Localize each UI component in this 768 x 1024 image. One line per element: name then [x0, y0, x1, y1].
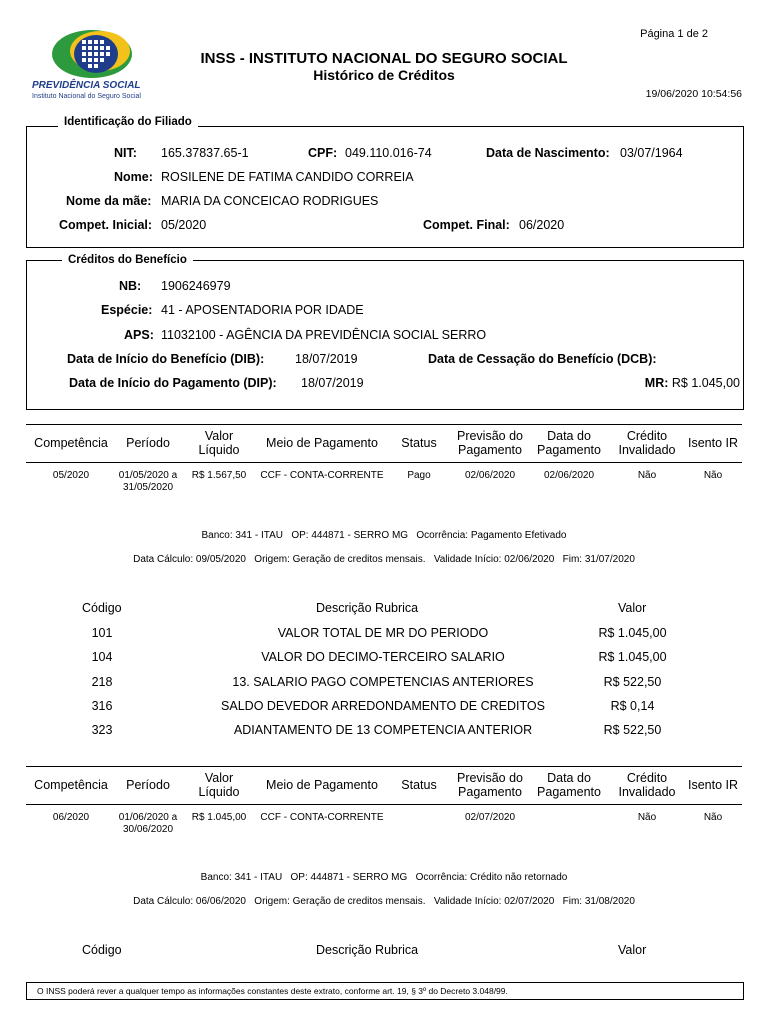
especie-value: 41 - APOSENTADORIA POR IDADE	[161, 303, 364, 317]
row2-banco-info: Banco: 341 - ITAU OP: 444871 - SERRO MG Ocorrência: Crédito não retornado	[200, 872, 568, 883]
rubrica-codigo: 101	[91, 626, 113, 640]
table2-header-rule	[26, 804, 742, 805]
col2-isento: Isento IR	[687, 778, 739, 792]
col2-competencia: Competência	[34, 778, 108, 792]
rubrica-codigo: 316	[91, 699, 113, 713]
nb-value: 1906246979	[161, 279, 231, 293]
nome-value: ROSILENE DE FATIMA CANDIDO CORREIA	[161, 170, 414, 184]
mr-field	[645, 376, 740, 390]
rubrica-descricao: ADIANTAMENTO DE 13 COMPETENCIA ANTERIOR	[233, 723, 533, 737]
mr-value: R$ 1.045,00	[671, 376, 740, 390]
table-header-rule	[26, 462, 742, 463]
timestamp: 19/06/2020 10:54:56	[645, 88, 742, 100]
nit-label: NIT:	[114, 146, 137, 160]
dip-value: 18/07/2019	[301, 376, 364, 390]
compet-inicial-value: 05/2020	[161, 218, 207, 232]
row1-calculo-info: Data Cálculo: 09/05/2020 Origem: Geração de creditos mensais. Validade Início: 02/06/2020 Fim: 31/07/2020	[133, 554, 635, 565]
row2-isento: Não	[703, 812, 723, 823]
row2-invalidado: Não	[637, 812, 657, 823]
rubrica-valor: R$ 0,14	[610, 699, 655, 713]
nb-label: NB:	[119, 279, 142, 293]
rubrica-header-codigo: Código	[82, 601, 122, 615]
page-subtitle: Histórico de Créditos	[313, 67, 455, 83]
compet-final-value: 06/2020	[519, 218, 565, 232]
nascimento-label: Data de Nascimento:	[486, 146, 610, 160]
footer-text: O INSS poderá rever a qualquer tempo as informações constantes deste extrato, conforme art. 19, § 3º do Decreto 3.048/99.	[37, 986, 508, 996]
col2-valor: Valor Líquido	[198, 771, 240, 799]
cpf-value: 049.110.016-74	[345, 146, 432, 160]
nit-value: 165.37837.65-1	[161, 146, 249, 160]
rubrica-valor: R$ 522,50	[603, 675, 662, 689]
logo-subtext: Instituto Nacional do Seguro Social	[32, 93, 141, 100]
rubrica2-header-codigo: Código	[82, 943, 122, 957]
mae-value: MARIA DA CONCEICAO RODRIGUES	[161, 194, 379, 208]
row2-periodo: 01/06/2020 a 30/06/2020	[118, 812, 178, 835]
col-invalidado: Crédito Invalidado	[618, 429, 676, 457]
row1-periodo: 01/05/2020 a 31/05/2020	[118, 470, 178, 493]
col-valor: Valor Líquido	[198, 429, 240, 457]
nome-label: Nome:	[114, 170, 153, 184]
rubrica-valor: R$ 1.045,00	[598, 650, 667, 664]
rubrica-descricao: 13. SALARIO PAGO COMPETENCIAS ANTERIORES	[232, 675, 534, 689]
rubrica-descricao: VALOR DO DECIMO-TERCEIRO SALARIO	[261, 650, 505, 664]
row1-invalidado: Não	[637, 470, 657, 481]
row1-meio: CCF - CONTA-CORRENTE	[260, 470, 384, 481]
compet-inicial-label: Compet. Inicial:	[59, 218, 153, 232]
dib-label: Data de Início do Benefício (DIB):	[67, 352, 265, 366]
col-data-pagamento: Data do Pagamento	[537, 429, 601, 457]
col2-invalidado: Crédito Invalidado	[618, 771, 676, 799]
compet-final-label: Compet. Final:	[423, 218, 510, 232]
logo-text: PREVIDÊNCIA SOCIAL	[32, 80, 141, 91]
mr-label: MR:	[644, 376, 669, 390]
mae-label: Nome da mãe:	[66, 194, 152, 208]
col2-meio: Meio de Pagamento	[266, 778, 378, 792]
rubrica-codigo: 323	[91, 723, 113, 737]
rubrica-valor: R$ 1.045,00	[598, 626, 667, 640]
beneficio-legend: Créditos do Benefício	[62, 254, 193, 266]
rubrica2-header-valor: Valor	[618, 943, 647, 957]
row1-data-pagamento: 02/06/2020	[543, 470, 595, 481]
row2-calculo-info: Data Cálculo: 06/06/2020 Origem: Geração de creditos mensais. Validade Início: 02/07/2020 Fim: 31/08/2020	[133, 896, 635, 907]
page-title: INSS - INSTITUTO NACIONAL DO SEGURO SOCIAL	[200, 50, 568, 67]
rubrica-header-valor: Valor	[618, 601, 647, 615]
rubrica-descricao: SALDO DEVEDOR ARREDONDAMENTO DE CREDITOS	[221, 699, 545, 713]
nascimento-value: 03/07/1964	[620, 146, 683, 160]
row2-meio: CCF - CONTA-CORRENTE	[260, 812, 384, 823]
especie-label: Espécie:	[101, 303, 153, 317]
col-previsao: Previsão do Pagamento	[456, 429, 523, 457]
rubrica-codigo: 104	[91, 650, 113, 664]
cpf-label: CPF:	[308, 146, 338, 160]
dip-label: Data de Início do Pagamento (DIP):	[69, 376, 277, 390]
col2-periodo: Período	[126, 778, 170, 792]
row2-previsao: 02/07/2020	[464, 812, 516, 823]
row1-previsao: 02/06/2020	[464, 470, 516, 481]
col-meio: Meio de Pagamento	[266, 436, 378, 450]
col2-status: Status	[401, 778, 437, 792]
dib-value: 18/07/2019	[295, 352, 358, 366]
dcb-label: Data de Cessação do Benefício (DCB):	[428, 352, 657, 366]
table-top-rule	[26, 424, 742, 425]
rubrica-valor: R$ 522,50	[603, 723, 662, 737]
rubrica-codigo: 218	[91, 675, 113, 689]
col2-previsao: Previsão do Pagamento	[456, 771, 523, 799]
col-competencia: Competência	[34, 436, 108, 450]
col2-data-pagamento: Data do Pagamento	[537, 771, 601, 799]
row1-valor: R$ 1.567,50	[191, 470, 247, 481]
rubrica-descricao: VALOR TOTAL DE MR DO PERIODO	[277, 626, 489, 640]
col-isento: Isento IR	[687, 436, 739, 450]
aps-label: APS:	[124, 328, 154, 342]
col-status: Status	[401, 436, 437, 450]
row2-competencia: 06/2020	[52, 812, 90, 823]
row1-isento: Não	[703, 470, 723, 481]
aps-value: 11032100 - AGÊNCIA DA PREVIDÊNCIA SOCIAL SERRO	[161, 328, 487, 342]
rubrica2-header-descricao: Descrição Rubrica	[316, 943, 419, 957]
footer-disclaimer	[26, 982, 744, 1000]
row1-competencia: 05/2020	[52, 470, 90, 481]
page-number: Página 1 de 2	[640, 28, 708, 40]
table2-top-rule	[26, 766, 742, 767]
col-periodo: Período	[126, 436, 170, 450]
row1-status: Pago	[407, 470, 431, 481]
filiado-legend: Identificação do Filiado	[58, 116, 198, 128]
row2-valor: R$ 1.045,00	[191, 812, 247, 823]
rubrica-header-descricao: Descrição Rubrica	[316, 601, 419, 615]
row1-banco-info: Banco: 341 - ITAU OP: 444871 - SERRO MG Ocorrência: Pagamento Efetivado	[201, 530, 567, 541]
